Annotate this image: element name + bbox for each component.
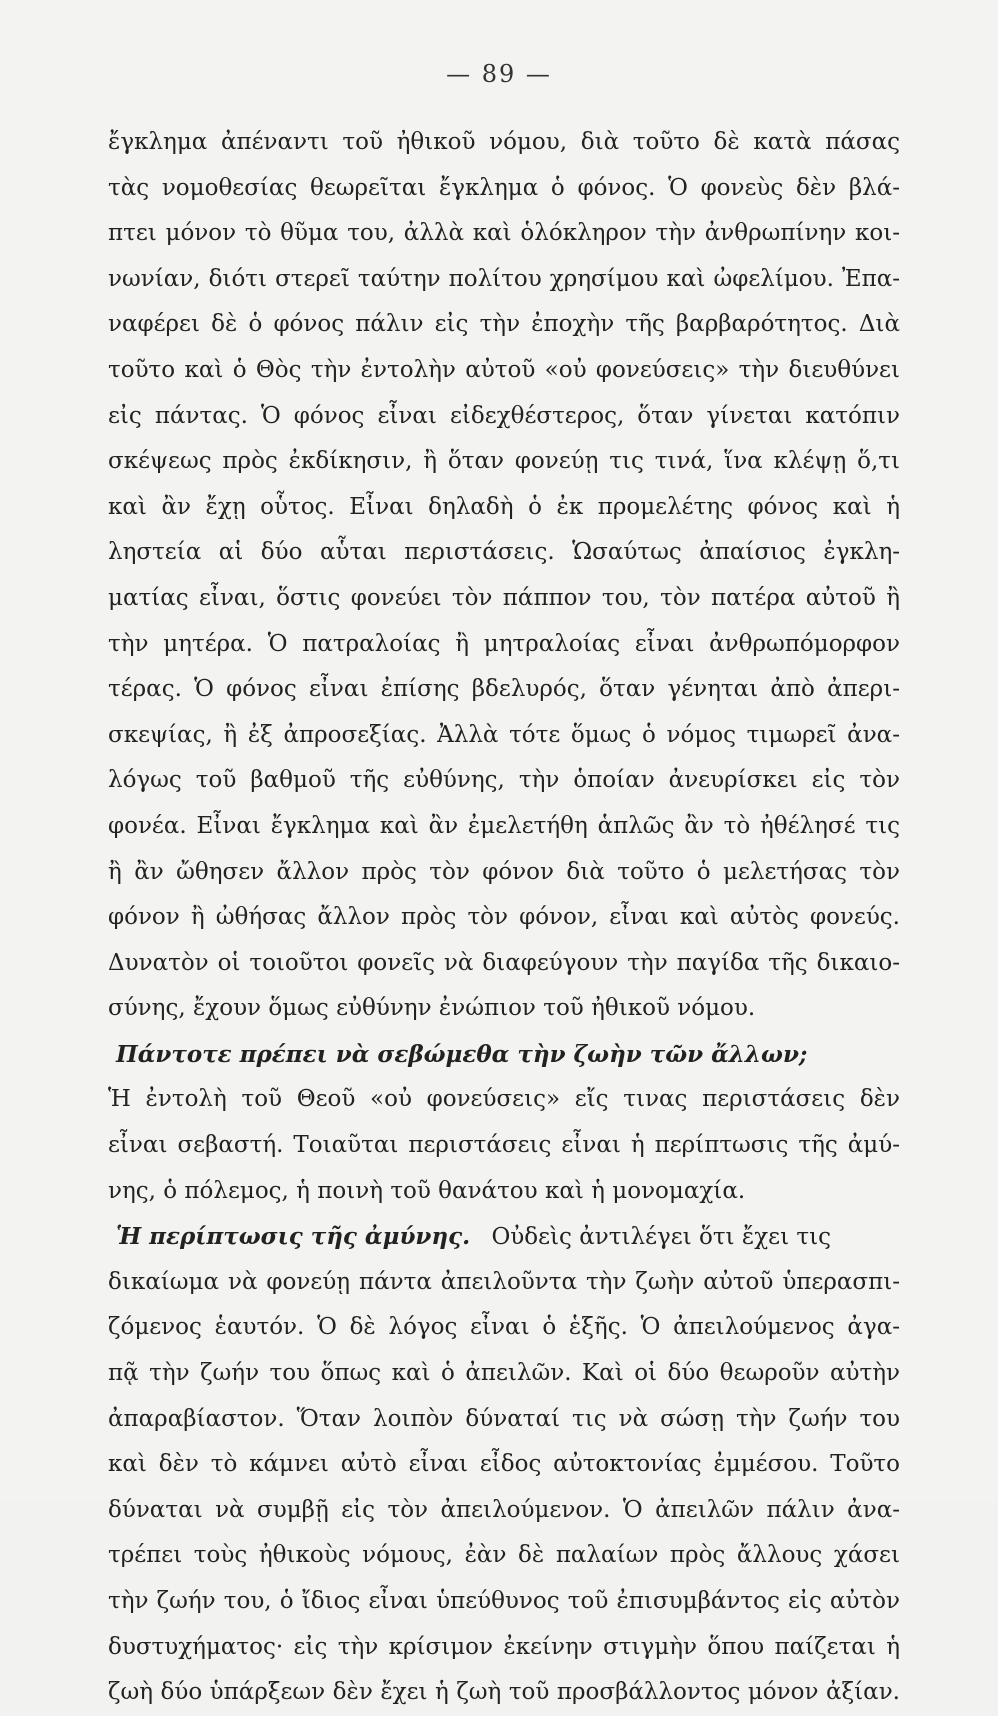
section-heading-text: Ἡ περίπτωσις τῆς ἀμύνης.: [116, 1223, 471, 1251]
section-heading: [108, 1032, 900, 1078]
section-heading-text: Πάντοτε πρέπει νὰ σεβώμεθα τὴν ζωὴν τῶν ἄλλων;: [116, 1040, 808, 1068]
text-line: νωνίαν, διότι στερεῖ ταύτην πολίτου χρησίμου καὶ ὠφελίμου. Ἐπα-: [108, 265, 900, 292]
text-line: σκεψίας, ἢ ἐξ ἀπροσεξίας. Ἀλλὰ τότε ὅμως ὁ νόμος τιμωρεῖ ἀνα-: [108, 721, 900, 748]
text-line: σύνης, ἔχουν ὅμως εὐθύνην ἐνώπιον τοῦ ἠθικοῦ νόμου.: [108, 995, 756, 1022]
page-number: — 89 —: [446, 60, 552, 88]
text-line: ζόμενος ἑαυτόν. Ὁ δὲ λόγος εἶναι ὁ ἑξῆς. Ὁ ἀπειλούμενος ἀγα-: [108, 1314, 900, 1341]
text-line: ληστεία αἱ δύο αὗται περιστάσεις. Ὡσαύτως ἀπαίσιος ἐγκλη-: [108, 539, 900, 566]
text-line: εἶναι σεβαστή. Τοιαῦται περιστάσεις εἶναι ἡ περίπτωσις τῆς ἀμύ-: [108, 1132, 900, 1159]
text-line: νης, ὁ πόλεμος, ἡ ποινὴ τοῦ θανάτου καὶ ἡ μονομαχία.: [108, 1177, 746, 1204]
text-line: ἔγκλημα ἀπέναντι τοῦ ἠθικοῦ νόμου, διὰ τοῦτο δὲ κατὰ πάσας: [108, 129, 900, 155]
text-line: ματίας εἶναι, ὅστις φονεύει τὸν πάππον του, τὸν πατέρα αὐτοῦ ἢ: [108, 584, 900, 611]
text-line: τὴν ζωήν του, ὁ ἴδιος εἶναι ὑπεύθυνος τοῦ ἐπισυμβάντος εἰς αὐτὸν: [108, 1588, 900, 1614]
text-line: ἢ ἂν ὤθησεν ἄλλον πρὸς τὸν φόνον διὰ τοῦτο ὁ μελετήσας τὸν: [108, 858, 900, 885]
text-line: τὰς νομοθεσίας θεωρεῖται ἔγκλημα ὁ φόνος. Ὁ φονεὺς δὲν βλά-: [108, 174, 900, 201]
text-line: ἀπαραβίαστον. Ὅταν λοιπὸν δύναταί τις νὰ σώσῃ τὴν ζωήν του: [108, 1405, 900, 1432]
text-line: καὶ ἂν ἔχῃ οὗτος. Εἶναι δηλαδὴ ὁ ἐκ προμελέτης φόνος καὶ ἡ: [108, 493, 900, 520]
text-line: Δυνατὸν οἱ τοιοῦτοι φονεῖς νὰ διαφεύγουν τὴν παγίδα τῆς δικαιο-: [108, 949, 900, 976]
text-line: τρέπει τοὺς ἠθικοὺς νόμους, ἐὰν δὲ παλαίων πρὸς ἄλλους χάσει: [108, 1542, 900, 1569]
text-line: τοῦτο καὶ ὁ Θὸς τὴν ἐντολὴν αὐτοῦ «οὐ φονεύσεις» τὴν διευθύνει: [108, 356, 900, 383]
text-line: ζωὴ δύο ὑπάρξεων δὲν ἔχει ἡ ζωὴ τοῦ προσβάλλοντος μόνον ἀξίαν.: [108, 1679, 900, 1706]
text-line: καὶ δὲν τὸ κάμνει αὐτὸ εἶναι εἶδος αὐτοκτονίας ἐμμέσου. Τοῦτο: [108, 1451, 900, 1478]
text-line: πᾷ τὴν ζωήν του ὅπως καὶ ὁ ἀπειλῶν. Καὶ οἱ δύο θεωροῦν αὐτὴν: [108, 1360, 900, 1387]
text-line: φόνον ἢ ὠθήσας ἄλλον πρὸς τὸν φόνον, εἶναι καὶ αὐτὸς φονεύς.: [108, 904, 900, 931]
text-line: ναφέρει δὲ ὁ φόνος πάλιν εἰς τὴν ἐποχὴν τῆς βαρβαρότητος. Διὰ: [108, 311, 900, 338]
text-line: δικαίωμα νὰ φονεύῃ πάντα ἀπειλοῦντα τὴν ζωὴν αὐτοῦ ὑπερασπι-: [108, 1268, 900, 1295]
text-line: δυστυχήματος· εἰς τὴν κρίσιμον ἐκείνην στιγμὴν ὅπου παίζεται ἡ: [108, 1633, 900, 1660]
text-line: Ἡ ἐντολὴ τοῦ Θεοῦ «οὐ φονεύσεις» εἴς τινας περιστάσεις δὲν: [108, 1086, 900, 1113]
text-line: σκέψεως πρὸς ἐκδίκησιν, ἢ ὅταν φονεύῃ τις τινά, ἵνα κλέψῃ ὅ,τι: [108, 448, 900, 475]
body-text: [108, 120, 900, 1716]
text-line: τὴν μητέρα. Ὁ πατραλοίας ἢ μητραλοίας εἶναι ἀνθρωπόμορφον: [108, 630, 900, 657]
text-line: λόγως τοῦ βαθμοῦ τῆς εὐθύνης, τὴν ὁποίαν ἀνευρίσκει εἰς τὸν: [108, 767, 900, 794]
text-line: εἰς πάντας. Ὁ φόνος εἶναι εἰδεχθέστερος, ὅταν γίνεται κατόπιν: [108, 402, 900, 429]
section-heading: [108, 1214, 900, 1260]
text-line: φονέα. Εἶναι ἔγκλημα καὶ ἂν ἐμελετήθη ἁπλῶς ἂν τὸ ἠθέλησέ τις: [108, 812, 900, 839]
text-line: δύναται νὰ συμβῇ εἰς τὸν ἀπειλούμενον. Ὁ ἀπειλῶν πάλιν ἀνα-: [108, 1496, 900, 1523]
section-heading-continuation: Οὐδεὶς ἀντιλέγει ὅτι ἔχει τις: [491, 1224, 832, 1251]
text-line: τέρας. Ὁ φόνος εἶναι ἐπίσης βδελυρός, ὅταν γένηται ἀπὸ ἀπερι-: [108, 676, 900, 703]
text-line: πτει μόνον τὸ θῦμα του, ἀλλὰ καὶ ὁλόκληρον τὴν ἀνθρωπίνην κοι-: [108, 220, 900, 247]
